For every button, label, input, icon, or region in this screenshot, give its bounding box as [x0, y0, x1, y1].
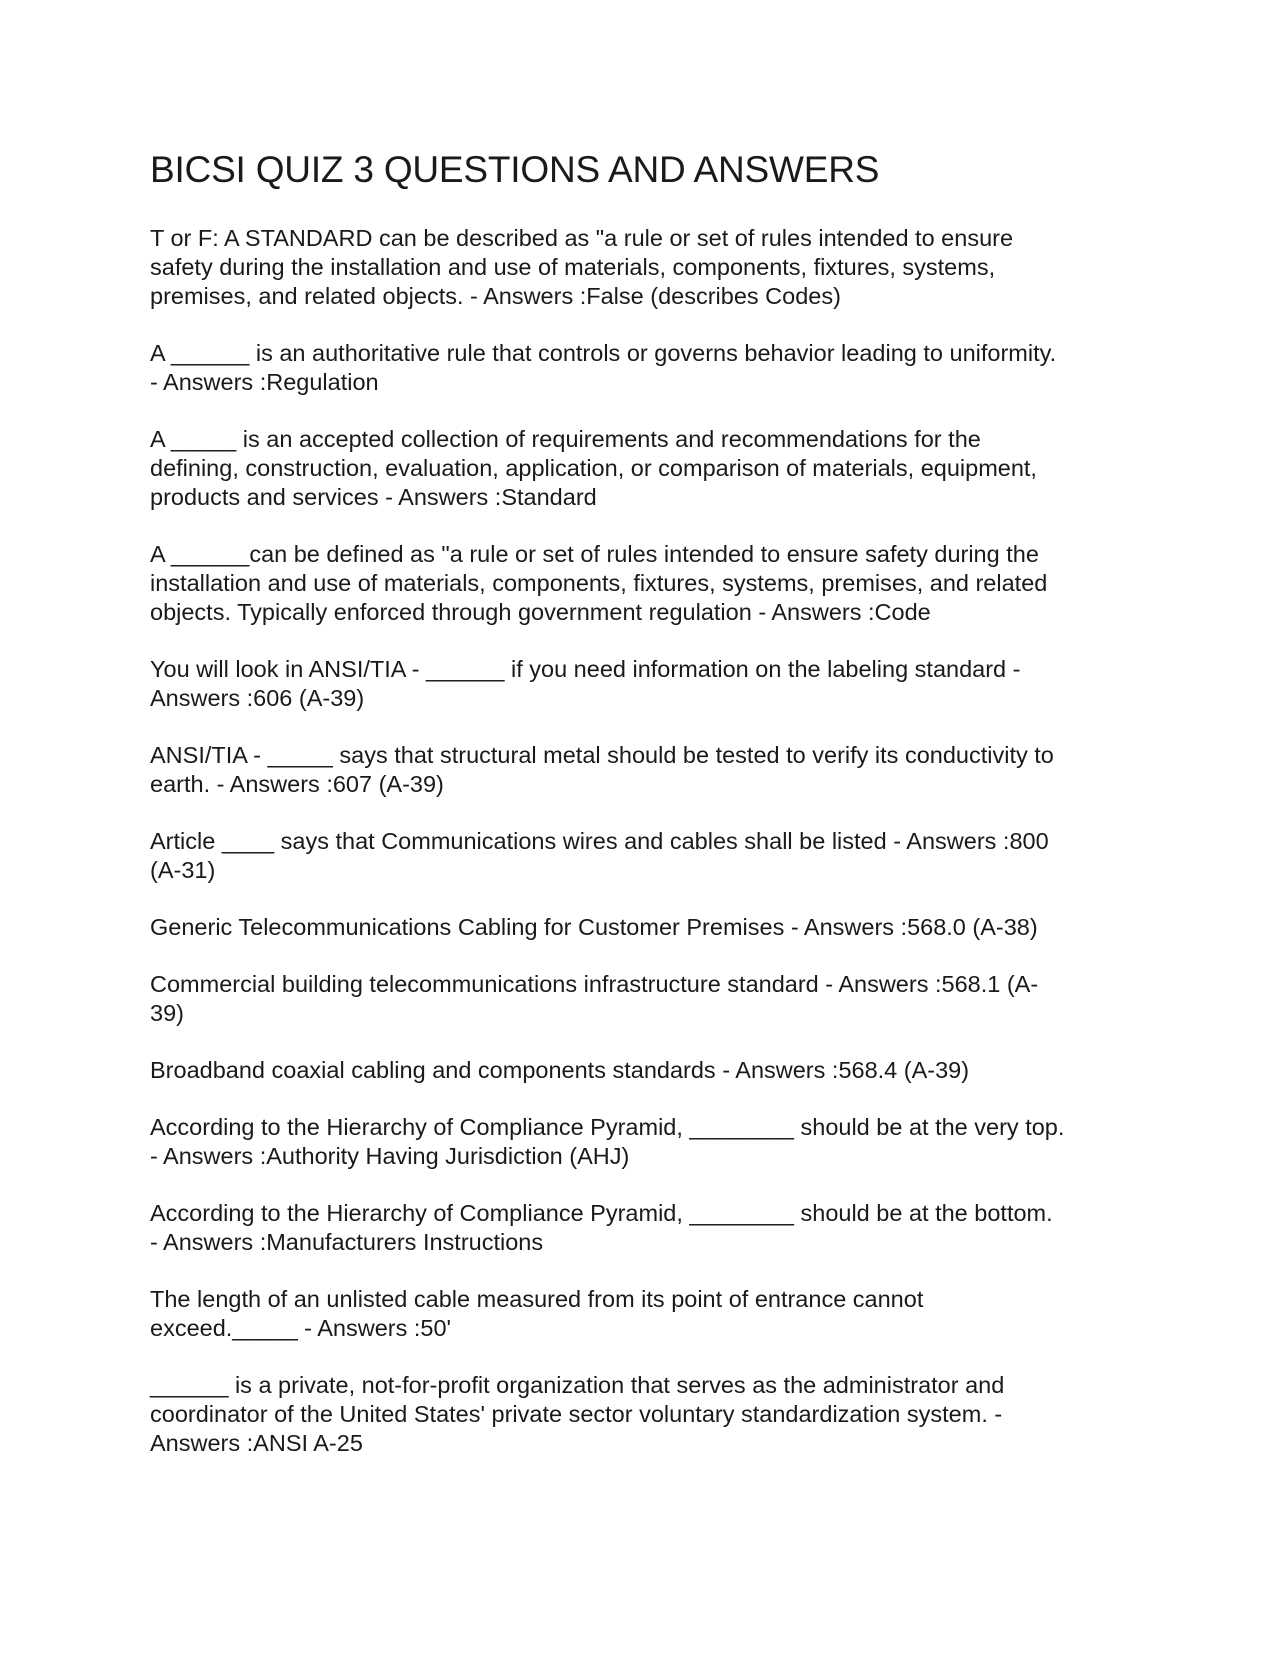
qa-item-13: The length of an unlisted cable measured from its point of entrance cannot exceed._____ - Answers :50' [150, 1286, 924, 1341]
qa-item-3: A _____ is an accepted collection of requirements and recommendations for the defining, construction, evaluation, application, or comparison of materials, equipment, products and services - Answers :Standard [150, 426, 1037, 510]
document-page [150, 148, 1140, 1486]
qa-item-10: Broadband coaxial cabling and components standards - Answers :568.4 (A-39) [150, 1057, 970, 1083]
qa-item-12: According to the Hierarchy of Compliance Pyramid, ________ should be at the bottom. - Answers :Manufacturers Instructions [150, 1200, 1053, 1255]
qa-item-4: A ______can be defined as "a rule or set of rules intended to ensure safety during the installation and use of materials, components, fixtures, systems, premises, and related objects. Typically enforced through government regulation - Answers :Code [150, 541, 1048, 625]
qa-item-6: ANSI/TIA - _____ says that structural metal should be tested to verify its conductivity to earth. - Answers :607 (A-39) [150, 742, 1054, 797]
qa-item-14: ______ is a private, not-for-profit organization that serves as the administrator and coordinator of the United States' private sector voluntary standardization system. - Answers :ANSI A-25 [150, 1372, 1005, 1456]
qa-item-9: Commercial building telecommunications infrastructure standard - Answers :568.1 (A- 39) [150, 971, 1039, 1026]
document-title: BICSI QUIZ 3 QUESTIONS AND ANSWERS [150, 149, 880, 190]
qa-item-2: A ______ is an authoritative rule that controls or governs behavior leading to uniformity. - Answers :Regulation [150, 340, 1057, 395]
qa-item-5: You will look in ANSI/TIA - ______ if you need information on the labeling standard - Answers :606 (A-39) [150, 656, 1021, 711]
qa-item-8: Generic Telecommunications Cabling for Customer Premises - Answers :568.0 (A-38) [150, 914, 1038, 940]
qa-item-1: T or F: A STANDARD can be described as "a rule or set of rules intended to ensure safety during the installation and use of materials, components, fixtures, systems, premises, and related objects. - Answers :False (describes Codes) [150, 225, 1014, 309]
qa-item-7: Article ____ says that Communications wires and cables shall be listed - Answers :800 (A-31) [150, 828, 1049, 883]
qa-item-11: According to the Hierarchy of Compliance Pyramid, ________ should be at the very top. - Answers :Authority Having Jurisdiction (AHJ) [150, 1114, 1065, 1169]
